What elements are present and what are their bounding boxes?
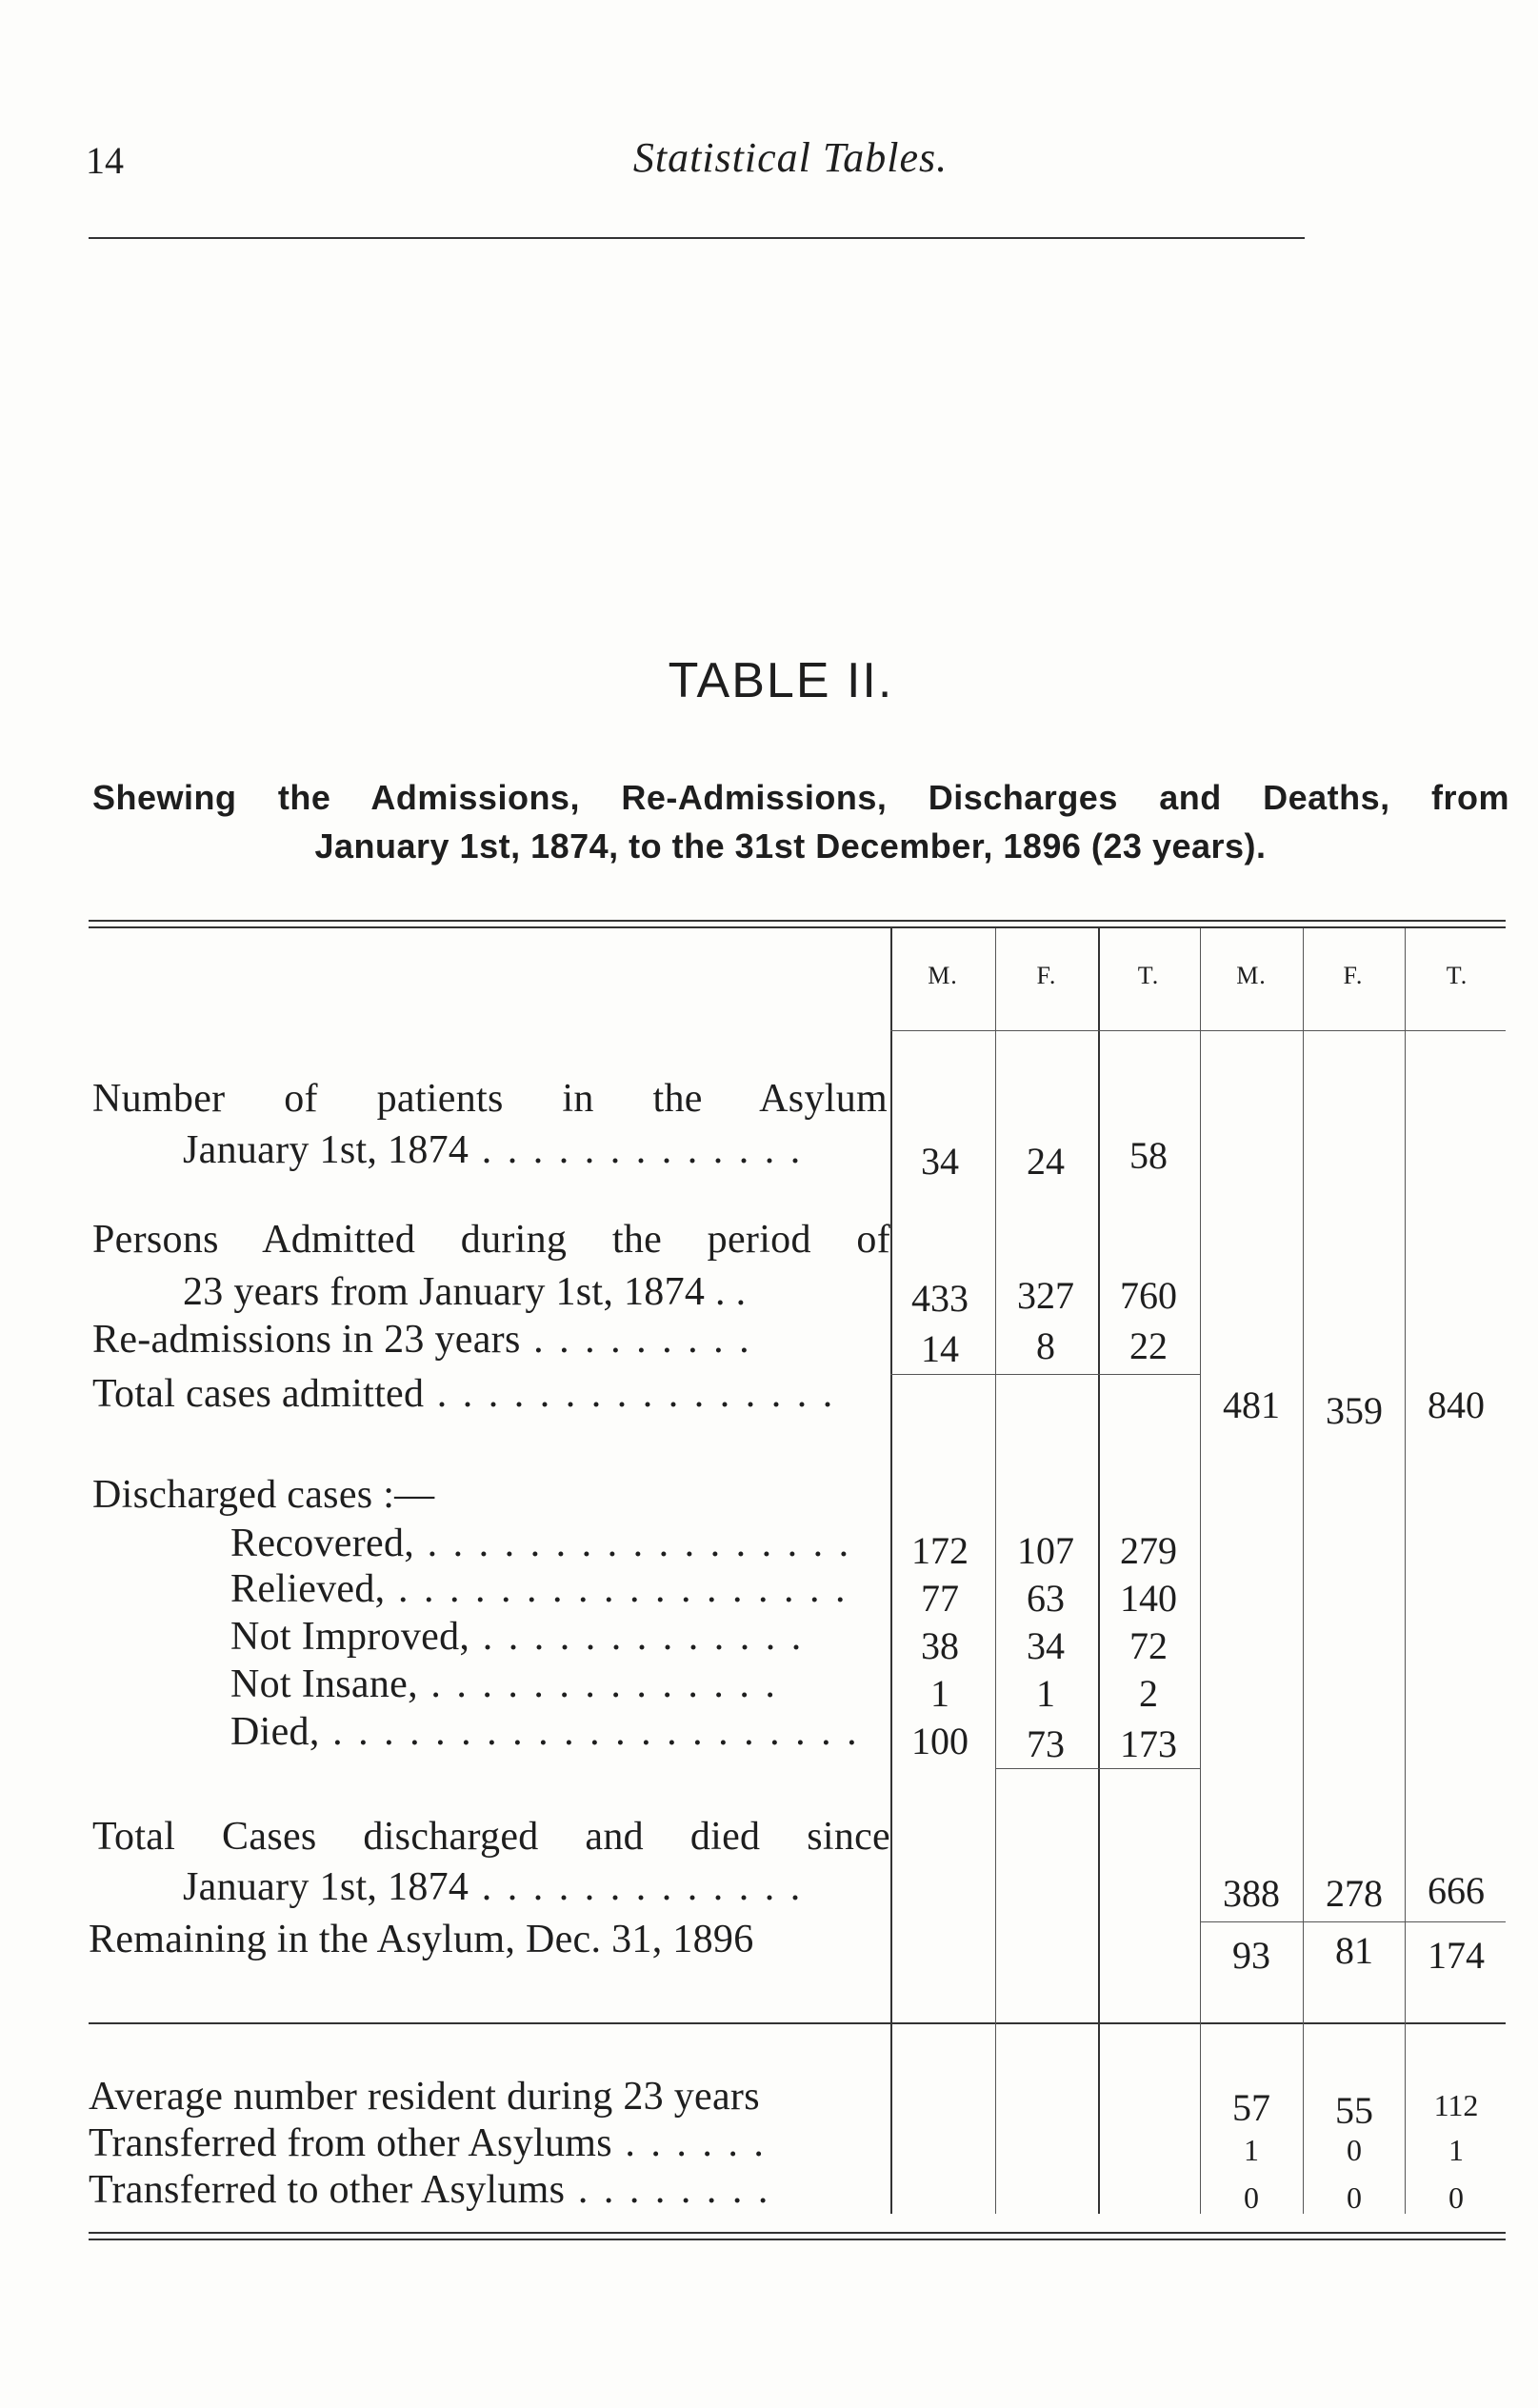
row-label: Average number resident during 23 years [89, 2075, 760, 2119]
not-insane-f: 1 [1036, 1672, 1055, 1715]
total-discharged-m: 388 [1223, 1872, 1280, 1915]
row-label: Remaining in the Asylum, Dec. 31, 1896 [89, 1918, 754, 1961]
row-label: Re-admissions in 23 years . . . . . . . . . [92, 1318, 752, 1362]
table-caption-line-2: January 1st, 1874, to the 31st December, 1896 (23 years). [314, 826, 1267, 866]
row-label: Total cases admitted . . . . . . . . . . . . . . . . [92, 1372, 836, 1416]
table-bottom-rule-double [89, 2239, 1506, 2240]
admitted-t: 760 [1120, 1274, 1177, 1317]
row-label: Persons Admitted during the period of [92, 1218, 890, 1262]
remaining-m: 93 [1232, 1934, 1270, 1977]
transferred-to-m: 0 [1244, 2180, 1259, 2215]
relieved-m: 77 [921, 1577, 959, 1620]
table-bottom-rule [89, 2232, 1506, 2234]
row-label: Not Improved, . . . . . . . . . . . . . [230, 1615, 805, 1659]
patients-f: 24 [1027, 1140, 1065, 1183]
row-label: Recovered, . . . . . . . . . . . . . . . . . [230, 1522, 852, 1565]
column-separator [1303, 928, 1304, 2214]
died-m: 100 [911, 1720, 969, 1762]
recovered-t: 279 [1120, 1529, 1177, 1572]
subtotal-underline [995, 1768, 1200, 1769]
page-number: 14 [86, 139, 124, 182]
not-improved-m: 38 [921, 1624, 959, 1667]
row-label: Relieved, . . . . . . . . . . . . . . . . . . [230, 1567, 849, 1611]
row-label: Total Cases discharged and died since [92, 1815, 890, 1859]
total-discharged-f: 278 [1326, 1872, 1383, 1915]
readmissions-m: 14 [921, 1327, 959, 1370]
row-label: Transferred from other Asylums . . . . . . [89, 2121, 767, 2165]
admitted-f: 327 [1017, 1274, 1074, 1317]
column-separator [1200, 928, 1201, 2214]
relieved-t: 140 [1120, 1577, 1177, 1620]
recovered-m: 172 [911, 1529, 969, 1572]
column-header-f-1: F. [1036, 962, 1057, 989]
patients-t: 58 [1129, 1134, 1168, 1177]
subtotal-underline [890, 1374, 1200, 1375]
section-divider-rule [89, 2022, 1506, 2024]
row-label: Not Insane, . . . . . . . . . . . . . . [230, 1662, 778, 1706]
readmissions-t: 22 [1129, 1324, 1168, 1367]
subtotal-underline [1200, 1921, 1506, 1922]
transferred-from-m: 1 [1244, 2133, 1259, 2167]
recovered-f: 107 [1017, 1529, 1074, 1572]
not-insane-m: 1 [930, 1672, 949, 1715]
table-top-rule [89, 920, 1506, 922]
average-m: 57 [1232, 2086, 1270, 2129]
table-top-rule-double [89, 926, 1506, 928]
column-header-m-1: M. [928, 962, 958, 989]
column-header-t-1: T. [1137, 962, 1160, 989]
total-discharged-t: 666 [1428, 1869, 1485, 1912]
row-label: Transferred to other Asylums . . . . . . . . [89, 2168, 771, 2212]
table-title: TABLE II. [668, 653, 894, 708]
average-f: 55 [1335, 2089, 1373, 2132]
not-improved-f: 34 [1027, 1624, 1065, 1667]
transferred-to-t: 0 [1448, 2180, 1464, 2215]
admitted-m: 433 [911, 1277, 969, 1320]
row-label: Died, . . . . . . . . . . . . . . . . . . . . . [230, 1710, 860, 1754]
column-separator [1405, 928, 1406, 2214]
total-admitted-f: 359 [1326, 1389, 1383, 1432]
died-t: 173 [1120, 1722, 1177, 1765]
patients-m: 34 [921, 1140, 959, 1183]
header-underline [890, 1030, 1506, 1031]
row-label: January 1st, 1874 . . . . . . . . . . . . . [183, 1128, 804, 1172]
column-header-m-2: M. [1236, 962, 1267, 989]
total-admitted-m: 481 [1223, 1383, 1280, 1426]
row-label: Number of patients in the Asylum [92, 1077, 888, 1121]
remaining-t: 174 [1428, 1934, 1485, 1977]
not-insane-t: 2 [1139, 1672, 1158, 1715]
running-title: Statistical Tables. [632, 134, 949, 181]
readmissions-f: 8 [1036, 1324, 1055, 1367]
column-header-f-2: F. [1343, 962, 1364, 989]
remaining-f: 81 [1335, 1929, 1373, 1972]
column-header-t-2: T. [1446, 962, 1468, 989]
section-heading: Discharged cases :— [92, 1473, 435, 1517]
row-label: January 1st, 1874 . . . . . . . . . . . . . [183, 1865, 804, 1909]
not-improved-t: 72 [1129, 1624, 1168, 1667]
transferred-from-t: 1 [1448, 2133, 1464, 2167]
transferred-to-f: 0 [1347, 2180, 1362, 2215]
relieved-f: 63 [1027, 1577, 1065, 1620]
died-f: 73 [1027, 1722, 1065, 1765]
header-rule [89, 237, 1305, 239]
table-caption-line-1: Shewing the Admissions, Re-Admissions, Discharges and Deaths, from [92, 778, 1509, 817]
average-t: 112 [1433, 2088, 1479, 2122]
row-label: 23 years from January 1st, 1874 . . [183, 1270, 747, 1314]
transferred-from-f: 0 [1347, 2133, 1362, 2167]
total-admitted-t: 840 [1428, 1383, 1485, 1426]
